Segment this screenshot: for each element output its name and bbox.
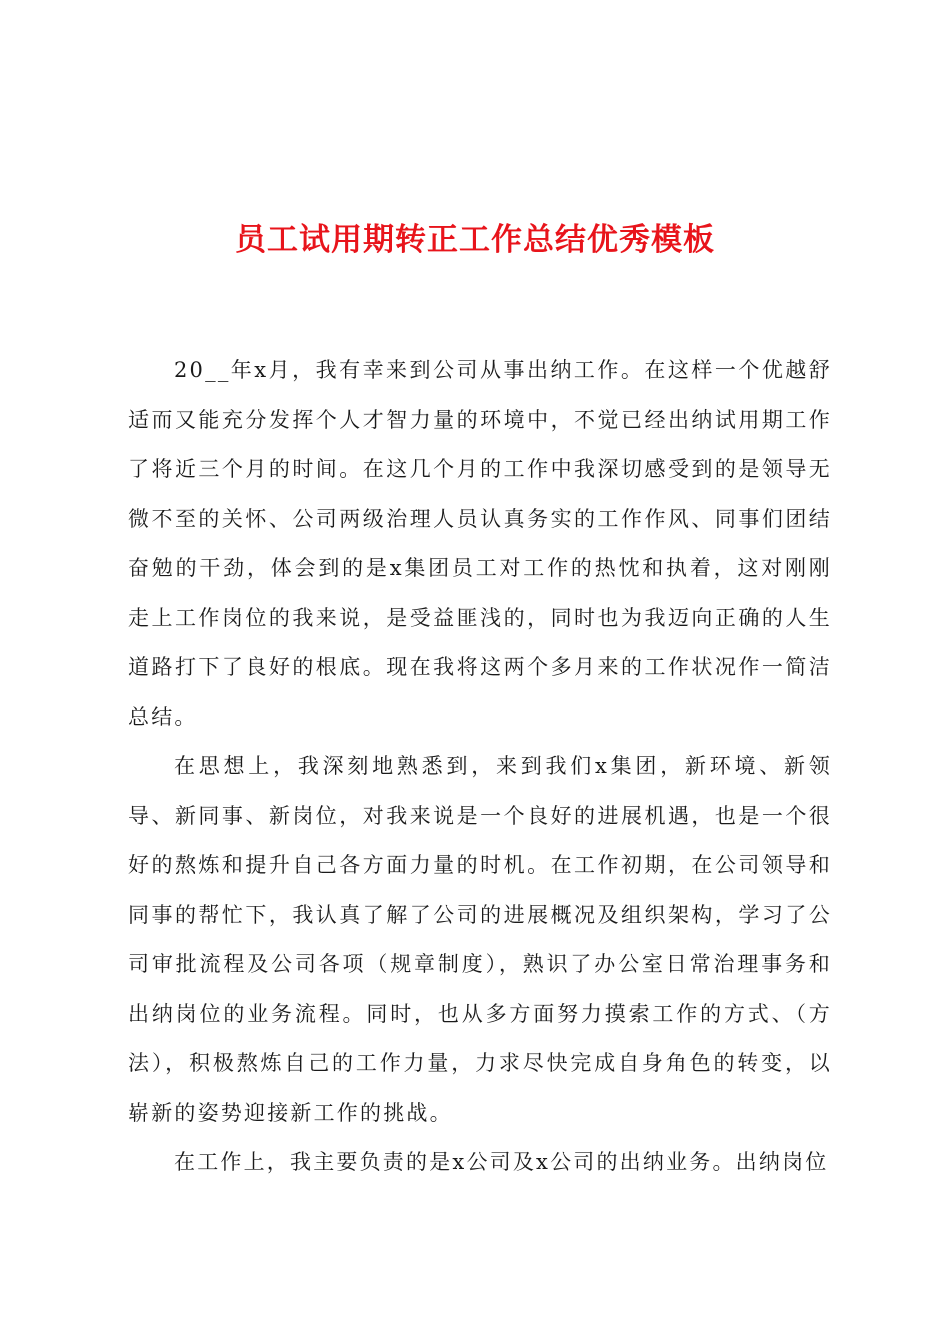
document-title: 员工试用期转正工作总结优秀模板 bbox=[235, 222, 715, 258]
paragraph-thinking: 在思想上，我深刻地熟悉到，来到我们x集团，新环境、新领导、新同事、新岗位，对我来说是一个良好的进展机遇，也是一个很好的熬炼和提升自己各方面力量的时机。在工作初期，在公司领导和同事的帮忙下，我认真了解了公司的进展概况及组织架构，学习了公司审批流程及公司各项（规章制度），熟识了办公室日常治理事务和出纳岗位的业务流程。同时，也从多方面努力摸索工作的方式、（方法），积极熬炼自己的工作力量，力求尽快完成自身角色的转变，以崭新的姿势迎接新工作的挑战。 bbox=[128, 754, 832, 1125]
paragraph-work: 在工作上，我主要负责的是x公司及x公司的出纳业务。出纳岗位 bbox=[174, 1150, 829, 1174]
document-body bbox=[128, 346, 832, 1188]
paragraph-intro: 20__年x月，我有幸来到公司从事出纳工作。在这样一个优越舒适而又能充分发挥个人才智力量的环境中，不觉已经出纳试用期工作了将近三个月的时间。在这几个月的工作中我深切感受到的是领导无微不至的关怀、公司两级治理人员认真务实的工作作风、同事们团结奋勉的干劲，体会到的是x集团员工对工作的热忱和执着，这对刚刚走上工作岗位的我来说，是受益匪浅的，同时也为我迈向正确的人生道路打下了良好的根底。现在我将这两个多月来的工作状况作一简洁总结。 bbox=[128, 358, 832, 729]
